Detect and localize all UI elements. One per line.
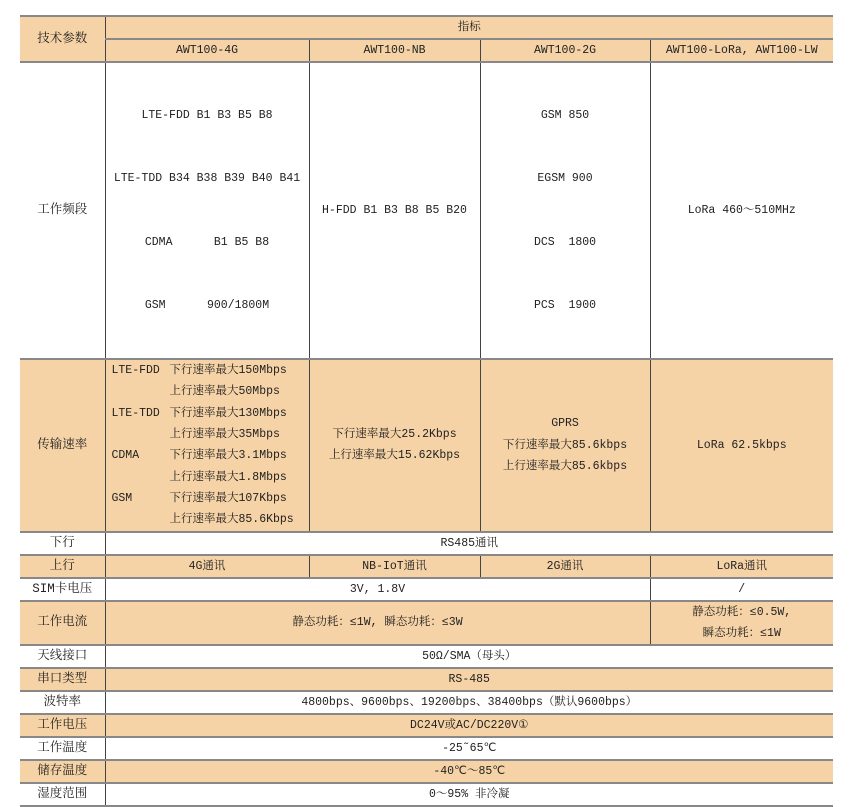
rate-row	[20, 359, 833, 531]
rate-tech: CDMA	[111, 449, 140, 463]
model-4g: AWT100-4G	[105, 39, 309, 62]
rate-line: GPRS	[551, 417, 579, 431]
row-label: 工作频段	[20, 62, 105, 359]
current-value: 静态功耗：≤1W, 瞬态功耗：≤3W	[105, 601, 650, 646]
rate-text: 下行速率最大150Mbps	[169, 364, 287, 378]
sim-row	[20, 578, 833, 601]
uplink-nb: NB-IoT通讯	[309, 555, 480, 578]
rate-text: 上行速率最大85.6Kbps	[169, 513, 294, 527]
row-label: 串口类型	[20, 668, 105, 691]
spec-row	[20, 760, 833, 783]
rate-tech: GSM	[111, 491, 133, 505]
freq-lora: LoRa 460～510MHz	[650, 62, 833, 359]
rate-text: 下行速率最大107Kbps	[169, 491, 287, 505]
row-label: SIM卡电压	[20, 578, 105, 601]
rate-tech	[112, 509, 170, 530]
model-2g: AWT100-2G	[480, 39, 650, 62]
sim-lora: /	[650, 578, 833, 601]
uplink-row	[20, 555, 833, 578]
row-label: 波特率	[20, 691, 105, 714]
current-row	[20, 601, 833, 646]
row-value: 0～95% 非冷凝	[105, 783, 833, 806]
rate-4g	[105, 359, 309, 531]
spec-row	[20, 783, 833, 806]
rate-lora: LoRa 62.5kbps	[650, 359, 833, 531]
rate-text: 上行速率最大35Mbps	[169, 428, 280, 442]
model-lora: AWT100-LoRa, AWT100-LW	[650, 39, 833, 62]
rate-text: 上行速率最大1.8Mbps	[169, 470, 287, 484]
uplink-4g: 4G通讯	[105, 555, 309, 578]
freq-line: GSM 850	[540, 109, 590, 122]
rate-tech	[112, 381, 170, 402]
model-row	[20, 39, 833, 62]
rate-text: 下行速率最大3.1Mbps	[169, 449, 287, 463]
rate-line: 下行速率最大85.6kbps	[502, 438, 628, 452]
sim-value: 3V, 1.8V	[105, 578, 650, 601]
spec-row	[20, 691, 833, 714]
model-nb: AWT100-NB	[309, 39, 480, 62]
freq-line: EGSM 900	[537, 172, 593, 186]
spec-row	[20, 645, 833, 668]
freq-line: CDMA B1 B5 B8	[144, 235, 270, 249]
rate-line: 上行速率最大15.62Kbps	[328, 449, 461, 463]
row-label: 天线接口	[20, 645, 105, 668]
row-label: 湿度范围	[20, 783, 105, 806]
current-lora	[650, 601, 833, 646]
uplink-2g: 2G通讯	[480, 555, 650, 578]
freq-row	[20, 62, 833, 359]
freq-line: LTE-TDD B34 B38 B39 B40 B41	[113, 172, 301, 186]
freq-2g	[480, 62, 650, 359]
row-label: 传输速率	[20, 359, 105, 531]
rate-tech	[112, 467, 170, 488]
header-row	[20, 16, 833, 39]
freq-nb: H-FDD B1 B3 B8 B5 B20	[309, 62, 480, 359]
row-label: 储存温度	[20, 760, 105, 783]
row-value: 50Ω/SMA（母头）	[105, 645, 833, 668]
row-label: 上行	[20, 555, 105, 578]
row-value: RS-485	[105, 668, 833, 691]
rate-tech	[112, 424, 170, 445]
rate-tech: LTE-TDD	[111, 406, 160, 420]
rate-line: 下行速率最大25.2Kbps	[332, 428, 457, 442]
downlink-value: RS485通讯	[105, 532, 833, 555]
row-value: DC24V或AC/DC220V①	[105, 714, 833, 737]
freq-line: PCS 1900	[533, 298, 597, 312]
row-label: 工作电流	[20, 601, 105, 646]
uplink-lora: LoRa通讯	[650, 555, 833, 578]
spec-row	[20, 737, 833, 760]
row-label: 下行	[20, 532, 105, 555]
spec-header: 指标	[105, 16, 833, 39]
rate-nb	[309, 359, 480, 531]
rate-line: 上行速率最大85.6kbps	[502, 460, 628, 474]
freq-line: LTE-FDD B1 B3 B5 B8	[141, 109, 273, 122]
row-value: 4800bps、9600bps、19200bps、38400bps（默认9600bps）	[105, 691, 833, 714]
current-line: 瞬态功耗：≤1W	[702, 626, 781, 640]
row-label: 工作电压	[20, 714, 105, 737]
rate-text: 上行速率最大50Mbps	[169, 385, 280, 399]
freq-4g	[105, 62, 309, 359]
spec-table	[20, 15, 833, 807]
row-label: 工作温度	[20, 737, 105, 760]
downlink-row	[20, 532, 833, 555]
freq-line: DCS 1800	[533, 235, 597, 249]
row-value: -25˜65℃	[105, 737, 833, 760]
freq-line: GSM 900/1800M	[144, 298, 270, 312]
spec-row	[20, 668, 833, 691]
rate-text: 下行速率最大130Mbps	[169, 406, 287, 420]
rate-2g	[480, 359, 650, 531]
current-line: 静态功耗：≤0.5W,	[692, 605, 792, 619]
spec-row	[20, 714, 833, 737]
row-value: -40℃～85℃	[105, 760, 833, 783]
param-header: 技术参数	[20, 16, 105, 62]
rate-tech: LTE-FDD	[111, 364, 160, 378]
